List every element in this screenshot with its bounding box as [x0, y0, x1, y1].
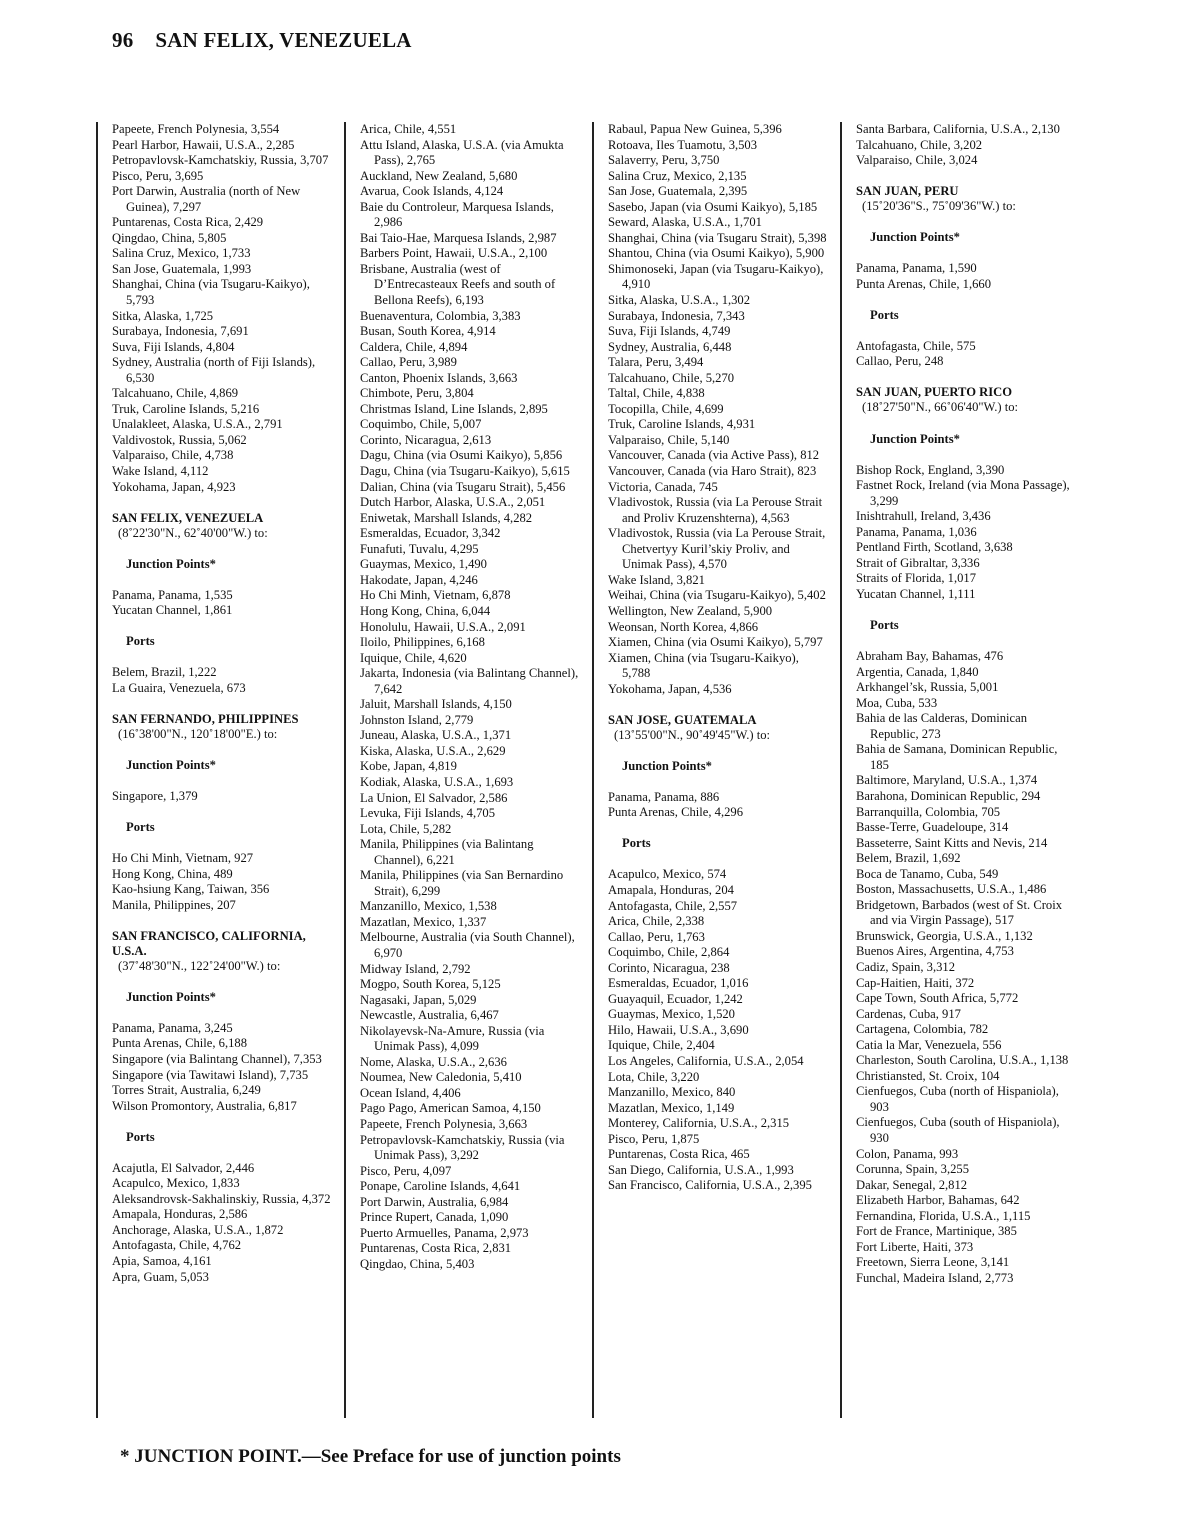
- subheading: Junction Points*: [622, 758, 712, 773]
- port-entry: Manzanillo, Mexico, 1,538: [360, 899, 497, 914]
- port-entry: Papeete, French Polynesia, 3,554: [112, 122, 280, 136]
- port-entry: Surabaya, Indonesia, 7,691: [112, 324, 249, 339]
- port-entry: Sydney, Australia, 6,448: [608, 339, 732, 354]
- port-entry: Talcahuano, Chile, 4,869: [112, 386, 239, 401]
- port-entry: Baltimore, Maryland, U.S.A., 1,374: [856, 773, 1038, 788]
- port-entry: Talcahuano, Chile, 5,270: [608, 370, 735, 385]
- port-entry: Suva, Fiji Islands, 4,749: [608, 324, 731, 339]
- section-heading: SAN FERNANDO, PHILIPPINES: [112, 711, 299, 726]
- port-entry: Pearl Harbor, Hawaii, U.S.A., 2,285: [112, 137, 295, 152]
- port-entry: Jaluit, Marshall Islands, 4,150: [360, 697, 512, 712]
- port-entry: Bahia de Samana, Dominican Republic, 185: [856, 742, 1058, 772]
- port-entry: Bishop Rock, England, 3,390: [856, 462, 1005, 477]
- port-entry: Auckland, New Zealand, 5,680: [360, 168, 518, 183]
- port-entry: Weonsan, North Korea, 4,866: [608, 619, 759, 634]
- port-entry: Cardenas, Cuba, 917: [856, 1006, 961, 1021]
- port-entry: Midway Island, 2,792: [360, 961, 471, 976]
- port-entry: Corinto, Nicaragua, 2,613: [360, 432, 492, 447]
- port-entry: Prince Rupert, Canada, 1,090: [360, 1210, 509, 1225]
- port-entry: Aleksandrovsk-Sakhalinskiy, Russia, 4,372: [112, 1191, 331, 1206]
- port-entry: Sydney, Australia (north of Fiji Islands), 6,530: [112, 355, 316, 385]
- port-entry: Xiamen, China (via Tsugaru-Kaikyo), 5,788: [608, 650, 799, 681]
- port-entry: San Francisco, California, U.S.A., 2,395: [608, 1178, 812, 1193]
- port-entry: Straits of Florida, 1,017: [856, 571, 976, 586]
- port-entry: Talcahuano, Chile, 3,202: [856, 137, 983, 152]
- section-heading: SAN JUAN, PUERTO RICO: [856, 385, 1013, 400]
- port-entry: Noumea, New Caledonia, 5,410: [360, 1070, 522, 1085]
- subheading: Junction Points*: [126, 989, 216, 1004]
- subheading: Junction Points*: [870, 431, 960, 446]
- port-entry: Coquimbo, Chile, 2,864: [608, 945, 730, 960]
- subheading: Ports: [870, 307, 899, 322]
- port-entry: Valdivostok, Russia, 5,062: [112, 432, 247, 447]
- port-entry: Esmeraldas, Ecuador, 3,342: [360, 526, 501, 541]
- port-entry: Vancouver, Canada (via Haro Strait), 823: [608, 464, 817, 479]
- port-entry: Inishtrahull, Ireland, 3,436: [856, 509, 991, 524]
- section-heading: SAN JOSE, GUATEMALA: [608, 712, 757, 727]
- port-entry: Iquique, Chile, 4,620: [360, 650, 467, 665]
- port-entry: Moa, Cuba, 533: [856, 695, 938, 710]
- port-entry: Canton, Phoenix Islands, 3,663: [360, 370, 518, 385]
- port-entry: Ho Chi Minh, Vietnam, 927: [112, 851, 254, 866]
- port-entry: Argentia, Canada, 1,840: [856, 664, 979, 679]
- coordinates: (18˚27'50"N., 66˚06'40"W.) to:: [862, 400, 1019, 415]
- port-entry: Pentland Firth, Scotland, 3,638: [856, 540, 1013, 555]
- port-entry: La Union, El Salvador, 2,586: [360, 790, 508, 805]
- port-entry: Antofagasta, Chile, 4,762: [112, 1238, 242, 1253]
- column-2: [344, 122, 580, 1418]
- port-entry: Abraham Bay, Bahamas, 476: [856, 649, 1004, 664]
- coordinates: (37˚48'30"N., 122˚24'00"W.) to:: [118, 958, 281, 973]
- port-entry: Dagu, China (via Osumi Kaikyo), 5,856: [360, 448, 563, 463]
- port-entry: Arica, Chile, 4,551: [360, 122, 457, 136]
- port-entry: Freetown, Sierra Leone, 3,141: [856, 1255, 1010, 1270]
- column-4: [840, 122, 1076, 1418]
- port-entry: Cienfuegos, Cuba (north of Hispaniola), 903: [856, 1084, 1059, 1114]
- port-entry: Cadiz, Spain, 3,312: [856, 959, 955, 974]
- port-entry: Panama, Panama, 3,245: [112, 1020, 233, 1035]
- port-entry: Apia, Samoa, 4,161: [112, 1254, 212, 1269]
- port-entry: Rabaul, Papua New Guinea, 5,396: [608, 122, 782, 136]
- port-entry: Guaymas, Mexico, 1,520: [608, 1007, 735, 1022]
- port-entry: Vancouver, Canada (via Active Pass), 812: [608, 448, 820, 463]
- port-entry: Dagu, China (via Tsugaru-Kaikyo), 5,615: [360, 464, 570, 479]
- subheading: Ports: [622, 836, 651, 851]
- port-entry: Fort Liberte, Haiti, 373: [856, 1239, 974, 1254]
- coordinates: (16˚38'00"N., 120˚18'00"E.) to:: [118, 726, 278, 741]
- port-entry: Corunna, Spain, 3,255: [856, 1162, 969, 1177]
- port-entry: Panama, Panama, 1,590: [856, 261, 977, 276]
- port-entry: Corinto, Nicaragua, 238: [608, 960, 730, 975]
- port-entry: Barranquilla, Colombia, 705: [856, 804, 1001, 819]
- coordinates: (8˚22'30"N., 62˚40'00"W.) to:: [118, 525, 268, 540]
- port-entry: Baie du Controleur, Marquesa Islands, 2,986: [360, 199, 554, 230]
- port-entry: Puntarenas, Costa Rica, 465: [608, 1147, 750, 1162]
- port-entry: Ponape, Caroline Islands, 4,641: [360, 1179, 521, 1194]
- port-entry: Manzanillo, Mexico, 840: [608, 1085, 736, 1100]
- port-entry: Cap-Haitien, Haiti, 372: [856, 975, 975, 990]
- page-header: [112, 28, 412, 53]
- port-entry: Seward, Alaska, U.S.A., 1,701: [608, 215, 762, 230]
- port-entry: Buenos Aires, Argentina, 4,753: [856, 944, 1014, 959]
- port-entry: Hilo, Hawaii, U.S.A., 3,690: [608, 1022, 749, 1037]
- port-entry: Singapore, 1,379: [112, 789, 198, 804]
- port-entry: Strait of Gibraltar, 3,336: [856, 555, 980, 570]
- port-entry: Tocopilla, Chile, 4,699: [608, 401, 724, 416]
- port-entry: Arkhangel’sk, Russia, 5,001: [856, 680, 999, 695]
- port-entry: Petropavlovsk-Kamchatskiy, Russia (via Unimak Pass), 3,292: [360, 1132, 565, 1163]
- port-entry: Esmeraldas, Ecuador, 1,016: [608, 976, 749, 991]
- port-entry: Yokohama, Japan, 4,536: [608, 681, 732, 696]
- port-entry: Funafuti, Tuvalu, 4,295: [360, 541, 479, 556]
- port-entry: Johnston Island, 2,779: [360, 712, 474, 727]
- port-entry: Puntarenas, Costa Rica, 2,831: [360, 1241, 512, 1256]
- port-entry: Nagasaki, Japan, 5,029: [360, 992, 477, 1007]
- port-entry: Nome, Alaska, U.S.A., 2,636: [360, 1054, 507, 1069]
- port-entry: Guayaquil, Ecuador, 1,242: [608, 991, 743, 1006]
- port-entry: San Jose, Guatemala, 1,993: [112, 261, 252, 276]
- port-entry: Punta Arenas, Chile, 4,296: [608, 805, 744, 820]
- port-entry: Papeete, French Polynesia, 3,663: [360, 1117, 528, 1131]
- port-entry: Qingdao, China, 5,805: [112, 230, 227, 245]
- port-entry: Dalian, China (via Tsugaru Strait), 5,456: [360, 479, 566, 494]
- port-entry: Acapulco, Mexico, 1,833: [112, 1176, 240, 1191]
- port-entry: Los Angeles, California, U.S.A., 2,054: [608, 1054, 804, 1069]
- port-entry: Pisco, Peru, 3,695: [112, 168, 204, 183]
- subheading: Junction Points*: [126, 556, 216, 571]
- port-entry: Victoria, Canada, 745: [608, 479, 718, 494]
- subheading: Ports: [126, 820, 155, 835]
- subheading: Ports: [870, 617, 899, 632]
- port-entry: Antofagasta, Chile, 575: [856, 338, 976, 353]
- port-entry: Valparaiso, Chile, 5,140: [608, 432, 730, 447]
- port-entry: Manila, Philippines, 207: [112, 897, 236, 912]
- port-entry: Ocean Island, 4,406: [360, 1085, 461, 1100]
- port-entry: Bridgetown, Barbados (west of St. Croix and via Virgin Passage), 517: [856, 897, 1063, 928]
- port-entry: Dutch Harbor, Alaska, U.S.A., 2,051: [360, 495, 546, 510]
- port-entry: Acajutla, El Salvador, 2,446: [112, 1160, 255, 1175]
- port-entry: Talara, Peru, 3,494: [608, 355, 704, 370]
- port-entry: Hong Kong, China, 6,044: [360, 603, 491, 618]
- port-entry: Mogpo, South Korea, 5,125: [360, 977, 501, 992]
- port-entry: Boca de Tanamo, Cuba, 549: [856, 866, 999, 881]
- port-entry: Coquimbo, Chile, 5,007: [360, 417, 482, 432]
- port-entry: Port Darwin, Australia (north of New Guinea), 7,297: [112, 184, 301, 214]
- port-entry: Boston, Massachusetts, U.S.A., 1,486: [856, 882, 1047, 897]
- port-entry: Fernandina, Florida, U.S.A., 1,115: [856, 1208, 1031, 1223]
- port-entry: Puntarenas, Costa Rica, 2,429: [112, 215, 264, 230]
- port-entry: Petropavlovsk-Kamchatskiy, Russia, 3,707: [112, 153, 329, 168]
- port-entry: Fort de France, Martinique, 385: [856, 1224, 1017, 1239]
- port-entry: San Diego, California, U.S.A., 1,993: [608, 1162, 794, 1177]
- port-entry: Truk, Caroline Islands, 5,216: [112, 401, 260, 416]
- port-entry: Attu Island, Alaska, U.S.A. (via Amukta Pass), 2,765: [360, 137, 564, 168]
- port-entry: Barahona, Dominican Republic, 294: [856, 788, 1041, 803]
- port-entry: Fastnet Rock, Ireland (via Mona Passage), 3,299: [856, 478, 1070, 508]
- port-entry: La Guaira, Venezuela, 673: [112, 680, 246, 695]
- section-heading: SAN JUAN, PERU: [856, 184, 959, 199]
- port-entry: Kiska, Alaska, U.S.A., 2,629: [360, 743, 506, 758]
- port-entry: Shanghai, China (via Tsugaru Strait), 5,398: [608, 230, 827, 245]
- port-entry: Panama, Panama, 1,036: [856, 524, 977, 539]
- port-entry: Callao, Peru, 3,989: [360, 355, 457, 370]
- port-entry: Wake Island, 4,112: [112, 464, 209, 479]
- port-entry: Brisbane, Australia (west of D’Entrecasteaux Reefs and south of Bellona Reefs), 6,193: [360, 261, 556, 308]
- port-entry: San Jose, Guatemala, 2,395: [608, 184, 748, 199]
- port-entry: Truk, Caroline Islands, 4,931: [608, 417, 756, 432]
- port-entry: Wilson Promontory, Australia, 6,817: [112, 1098, 297, 1113]
- port-entry: Anchorage, Alaska, U.S.A., 1,872: [112, 1222, 284, 1237]
- page-number: 96: [112, 28, 134, 52]
- port-entry: Brunswick, Georgia, U.S.A., 1,132: [856, 928, 1033, 943]
- port-entry: Pago Pago, American Samoa, 4,150: [360, 1101, 541, 1116]
- port-entry: Sitka, Alaska, U.S.A., 1,302: [608, 293, 751, 308]
- port-entry: Weihai, China (via Tsugaru-Kaikyo), 5,402: [608, 588, 826, 603]
- port-entry: Nikolayevsk-Na-Amure, Russia (via Unimak Pass), 4,099: [360, 1023, 545, 1054]
- port-entry: Melbourne, Australia (via South Channel), 6,970: [360, 930, 575, 960]
- port-entry: Unalakleet, Alaska, U.S.A., 2,791: [112, 417, 283, 432]
- port-entry: Charleston, South Carolina, U.S.A., 1,138: [856, 1053, 1069, 1068]
- port-entry: Hong Kong, China, 489: [112, 866, 233, 881]
- port-entry: Sitka, Alaska, 1,725: [112, 308, 214, 323]
- port-entry: Colon, Panama, 993: [856, 1146, 959, 1161]
- port-entry: Newcastle, Australia, 6,467: [360, 1008, 499, 1023]
- port-entry: Belem, Brazil, 1,222: [112, 665, 217, 680]
- port-entry: Monterey, California, U.S.A., 2,315: [608, 1116, 790, 1131]
- port-entry: Valparaiso, Chile, 3,024: [856, 153, 978, 168]
- port-entry: Basseterre, Saint Kitts and Nevis, 214: [856, 835, 1048, 850]
- coordinates: (15˚20'36"S., 75˚09'36"W.) to:: [862, 199, 1016, 214]
- port-entry: Catia la Mar, Venezuela, 556: [856, 1037, 1002, 1052]
- port-entry: Funchal, Madeira Island, 2,773: [856, 1270, 1014, 1285]
- port-entry: Acapulco, Mexico, 574: [608, 867, 727, 882]
- port-entry: Singapore (via Tawitawi Island), 7,735: [112, 1067, 309, 1082]
- port-entry: Manila, Philippines (via Balintang Channel), 6,221: [360, 837, 534, 867]
- port-entry: Chimbote, Peru, 3,804: [360, 386, 474, 401]
- port-entry: Bahia de las Calderas, Dominican Republic, 273: [856, 711, 1028, 741]
- port-entry: Shanghai, China (via Tsugaru-Kaikyo), 5,793: [112, 277, 310, 308]
- port-entry: Xiamen, China (via Osumi Kaikyo), 5,797: [608, 635, 823, 650]
- port-entry: Taltal, Chile, 4,838: [608, 386, 705, 401]
- subheading: Junction Points*: [870, 230, 960, 245]
- port-entry: Mazatlan, Mexico, 1,149: [608, 1100, 735, 1115]
- port-entry: Basse-Terre, Guadeloupe, 314: [856, 820, 1009, 835]
- section-heading: SAN FRANCISCO, CALIFORNIA, U.S.A.: [112, 928, 306, 958]
- port-entry: Valparaiso, Chile, 4,738: [112, 448, 234, 463]
- port-entry: Yokohama, Japan, 4,923: [112, 479, 236, 494]
- port-entry: Cienfuegos, Cuba (south of Hispaniola), 930: [856, 1115, 1060, 1145]
- port-entry: Pisco, Peru, 1,875: [608, 1131, 700, 1146]
- port-entry: Surabaya, Indonesia, 7,343: [608, 308, 745, 323]
- port-entry: Salina Cruz, Mexico, 2,135: [608, 168, 747, 183]
- port-entry: Kao-hsiung Kang, Taiwan, 356: [112, 882, 270, 897]
- port-entry: Shantou, China (via Osumi Kaikyo), 5,900: [608, 246, 825, 261]
- port-entry: Apra, Guam, 5,053: [112, 1269, 209, 1284]
- port-entry: Singapore (via Balintang Channel), 7,353: [112, 1052, 322, 1067]
- footnote: * JUNCTION POINT.—See Preface for use of junction points: [120, 1446, 621, 1467]
- port-entry: Levuka, Fiji Islands, 4,705: [360, 806, 496, 821]
- port-entry: Punta Arenas, Chile, 1,660: [856, 276, 992, 291]
- port-entry: Lota, Chile, 3,220: [608, 1069, 700, 1084]
- port-entry: Port Darwin, Australia, 6,984: [360, 1194, 509, 1209]
- port-entry: Wake Island, 3,821: [608, 572, 705, 587]
- port-entry: Shimonoseki, Japan (via Tsugaru-Kaikyo), 4,910: [608, 261, 824, 292]
- port-entry: Eniwetak, Marshall Islands, 4,282: [360, 510, 533, 525]
- port-entry: Ho Chi Minh, Vietnam, 6,878: [360, 588, 511, 603]
- port-entry: Christiansted, St. Croix, 104: [856, 1068, 1000, 1083]
- port-entry: Punta Arenas, Chile, 6,188: [112, 1036, 248, 1051]
- section-heading: SAN FELIX, VENEZUELA: [112, 510, 264, 525]
- port-entry: Juneau, Alaska, U.S.A., 1,371: [360, 728, 512, 743]
- port-entry: Busan, South Korea, 4,914: [360, 324, 496, 339]
- port-entry: Vladivostok, Russia (via La Perouse Strait and Proliv Kruzenshterna), 4,563: [608, 495, 823, 525]
- subheading: Ports: [126, 634, 155, 649]
- port-entry: Antofagasta, Chile, 2,557: [608, 898, 738, 913]
- port-entry: Manila, Philippines (via San Bernardino Strait), 6,299: [360, 868, 564, 898]
- port-entry: Panama, Panama, 1,535: [112, 587, 233, 602]
- port-entry: Belem, Brazil, 1,692: [856, 851, 961, 866]
- column-1: [96, 122, 332, 1418]
- coordinates: (13˚55'00"N., 90˚49'45"W.) to:: [614, 727, 771, 742]
- subheading: Junction Points*: [126, 758, 216, 772]
- port-entry: Callao, Peru, 248: [856, 354, 944, 369]
- port-entry: Wellington, New Zealand, 5,900: [608, 603, 773, 618]
- port-entry: Caldera, Chile, 4,894: [360, 339, 468, 354]
- port-entry: Qingdao, China, 5,403: [360, 1256, 475, 1271]
- port-entry: Avarua, Cook Islands, 4,124: [360, 184, 504, 199]
- port-entry: Iquique, Chile, 2,404: [608, 1038, 715, 1053]
- port-entry: Kodiak, Alaska, U.S.A., 1,693: [360, 774, 514, 789]
- port-entry: Lota, Chile, 5,282: [360, 821, 452, 836]
- port-entry: Jakarta, Indonesia (via Balintang Channel), 7,642: [360, 666, 579, 696]
- port-entry: Buenaventura, Colombia, 3,383: [360, 308, 521, 323]
- page-title: SAN FELIX, VENEZUELA: [155, 28, 412, 52]
- port-entry: Suva, Fiji Islands, 4,804: [112, 339, 235, 354]
- port-entry: Kobe, Japan, 4,819: [360, 759, 457, 774]
- port-entry: Cartagena, Colombia, 782: [856, 1022, 989, 1037]
- port-entry: Amapala, Honduras, 2,586: [112, 1207, 248, 1222]
- port-entry: Pisco, Peru, 4,097: [360, 1163, 452, 1178]
- port-entry: Mazatlan, Mexico, 1,337: [360, 914, 487, 929]
- port-entry: Hakodate, Japan, 4,246: [360, 572, 478, 587]
- port-entry: Elizabeth Harbor, Bahamas, 642: [856, 1193, 1020, 1208]
- port-entry: Dakar, Senegal, 2,812: [856, 1177, 968, 1192]
- port-entry: Panama, Panama, 886: [608, 789, 720, 804]
- port-entry: Cape Town, South Africa, 5,772: [856, 991, 1019, 1006]
- port-entry: Guaymas, Mexico, 1,490: [360, 557, 487, 572]
- port-entry: Puerto Armuelles, Panama, 2,973: [360, 1225, 529, 1240]
- port-entry: Rotoava, Iles Tuamotu, 3,503: [608, 137, 758, 152]
- port-entry: Torres Strait, Australia, 6,249: [112, 1083, 261, 1098]
- port-entry: Iloilo, Philippines, 6,168: [360, 635, 485, 650]
- port-entry: Sasebo, Japan (via Osumi Kaikyo), 5,185: [608, 199, 818, 214]
- port-entry: Yucatan Channel, 1,111: [856, 586, 976, 601]
- port-entry: Christmas Island, Line Islands, 2,895: [360, 401, 548, 416]
- port-entry: Bai Taio-Hae, Marquesa Islands, 2,987: [360, 230, 557, 245]
- port-entry: Amapala, Honduras, 204: [608, 883, 734, 898]
- port-entry: Vladivostok, Russia (via La Perouse Strait, Chetvertyy Kuril’skiy Proliv, and Unimak Pass), 4,570: [608, 526, 826, 572]
- port-entry: Honolulu, Hawaii, U.S.A., 2,091: [360, 619, 526, 634]
- subheading: Ports: [126, 1129, 155, 1144]
- port-entry: Callao, Peru, 1,763: [608, 929, 705, 944]
- port-entry: Yucatan Channel, 1,861: [112, 603, 233, 618]
- port-entry: Santa Barbara, California, U.S.A., 2,130: [856, 122, 1060, 136]
- port-entry: Salina Cruz, Mexico, 1,733: [112, 246, 251, 261]
- port-entry: Barbers Point, Hawaii, U.S.A., 2,100: [360, 246, 548, 261]
- column-3: [592, 122, 828, 1418]
- port-entry: Salaverry, Peru, 3,750: [608, 153, 720, 168]
- port-entry: Arica, Chile, 2,338: [608, 914, 705, 929]
